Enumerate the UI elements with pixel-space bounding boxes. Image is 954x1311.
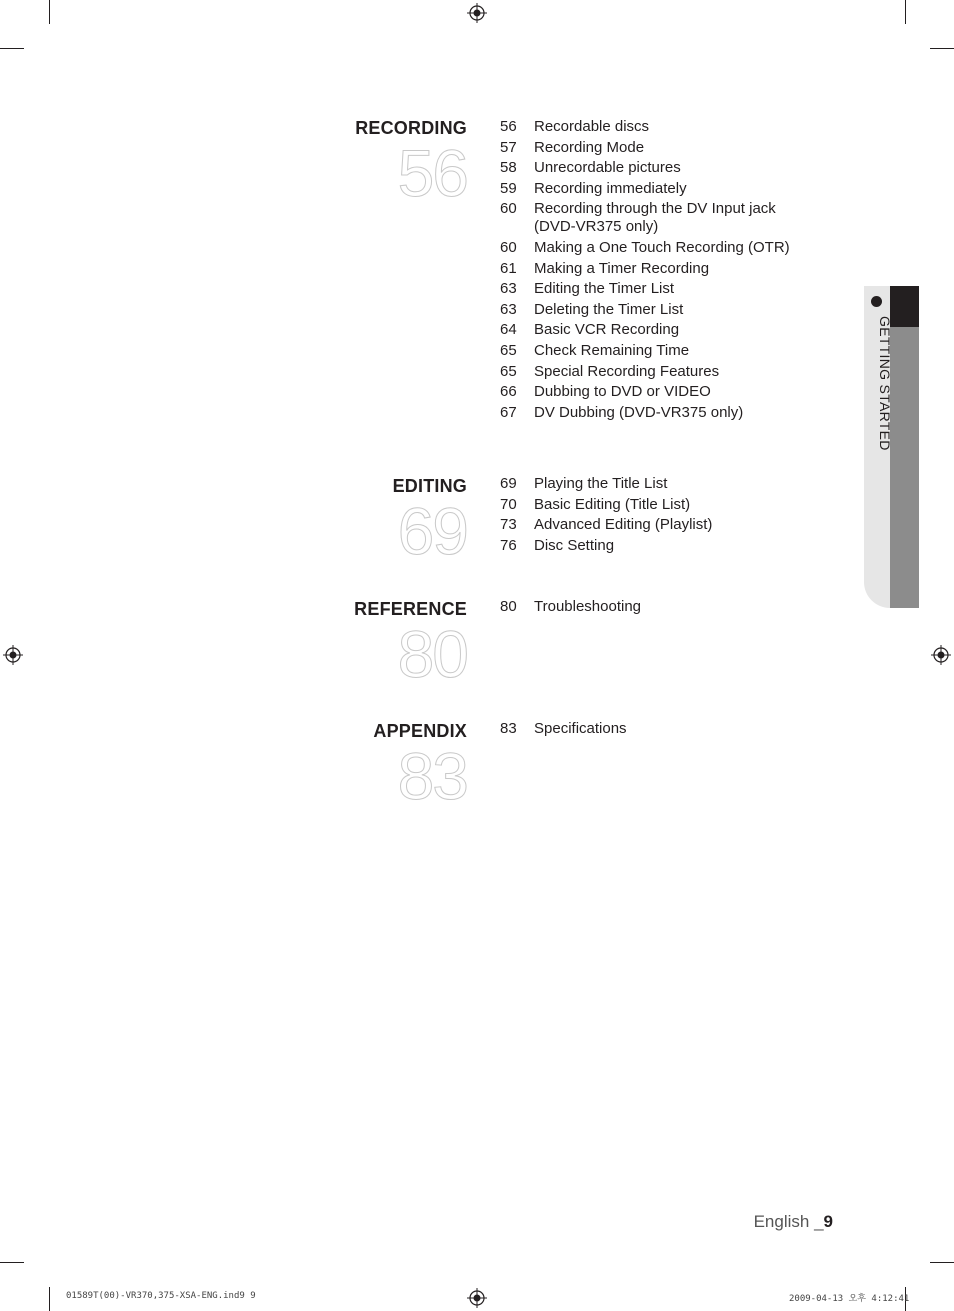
toc-entry[interactable] bbox=[500, 301, 830, 319]
crop-mark bbox=[930, 1262, 954, 1263]
toc-title: Dubbing to DVD or VIDEO bbox=[534, 383, 711, 401]
crop-mark bbox=[930, 48, 954, 49]
section-heading-appendix: APPENDIX bbox=[373, 721, 467, 741]
chapter-tab-stripe bbox=[890, 286, 919, 608]
toc-entry[interactable] bbox=[500, 516, 830, 534]
toc-entry[interactable] bbox=[500, 475, 830, 493]
toc-title: Recordable discs bbox=[534, 118, 650, 135]
toc-page: 58 bbox=[500, 159, 517, 177]
toc-title: Special Recording Features bbox=[534, 362, 720, 380]
toc-entry[interactable] bbox=[500, 260, 830, 278]
toc-entry[interactable] bbox=[500, 139, 830, 157]
toc-entry[interactable] bbox=[500, 363, 830, 381]
toc-title: Making a One Touch Recording (OTR) bbox=[534, 238, 790, 256]
toc-entry[interactable] bbox=[500, 598, 830, 616]
toc-entry[interactable] bbox=[500, 321, 830, 339]
section-heading-reference: REFERENCE bbox=[354, 599, 467, 619]
section-heading-editing: EDITING bbox=[392, 476, 467, 496]
toc-entry[interactable] bbox=[500, 280, 830, 298]
toc-title: Check Remaining Time bbox=[534, 341, 690, 359]
toc-page: 56 bbox=[500, 118, 517, 135]
page-number: 9 bbox=[823, 1212, 833, 1231]
toc-entry[interactable] bbox=[500, 383, 830, 401]
toc-title: Basic Editing (Title List) bbox=[534, 495, 691, 513]
bullet-icon bbox=[871, 296, 882, 307]
toc-page: 63 bbox=[500, 300, 517, 318]
toc-page: 65 bbox=[500, 341, 517, 359]
print-slug-file: 01589T(00)-VR370,375-XSA-ENG.ind9 9 bbox=[66, 1291, 256, 1301]
section-number-reference: 80 bbox=[397, 617, 467, 691]
registration-mark-icon bbox=[467, 1288, 487, 1308]
toc-title: Unrecordable pictures bbox=[534, 159, 681, 177]
toc-page: 60 bbox=[500, 238, 517, 256]
toc-entry[interactable] bbox=[500, 118, 830, 136]
toc-entry[interactable] bbox=[500, 342, 830, 360]
toc-title: Making a Timer Recording bbox=[534, 259, 710, 277]
section-heading-recording: RECORDING bbox=[355, 118, 467, 138]
toc-page: 59 bbox=[500, 179, 517, 197]
toc-list-appendix bbox=[500, 720, 830, 741]
toc-entry[interactable] bbox=[500, 239, 830, 257]
page-footer bbox=[754, 1212, 833, 1232]
toc-page: 76 bbox=[500, 536, 517, 554]
section-number-recording: 56 bbox=[397, 136, 467, 210]
chapter-tab-label[interactable]: GETTING STARTED bbox=[877, 316, 893, 451]
toc-title: Recording through the DV Input jack (DVD-VR375 only) bbox=[534, 200, 776, 236]
registration-mark-icon bbox=[3, 645, 23, 665]
footer-language: English _ bbox=[753, 1212, 824, 1231]
toc-page: 64 bbox=[500, 321, 517, 339]
section-number-appendix: 83 bbox=[397, 739, 467, 813]
toc-title: DV Dubbing (DVD-VR375 only) bbox=[534, 403, 744, 421]
toc-page: 57 bbox=[500, 138, 517, 156]
toc-entry[interactable] bbox=[500, 200, 830, 236]
toc-entry[interactable] bbox=[500, 159, 830, 177]
toc-title: Deleting the Timer List bbox=[534, 300, 684, 318]
toc-title: Troubleshooting bbox=[534, 598, 642, 615]
crop-mark bbox=[49, 0, 50, 24]
toc-page: 80 bbox=[500, 598, 517, 615]
toc-list-reference bbox=[500, 598, 830, 619]
section-number-editing: 69 bbox=[397, 494, 467, 568]
toc-page: 63 bbox=[500, 280, 517, 298]
crop-mark bbox=[905, 0, 906, 24]
chapter-tab-marker bbox=[890, 286, 919, 327]
registration-mark-icon bbox=[931, 645, 951, 665]
toc-page: 73 bbox=[500, 516, 517, 534]
toc-page: 70 bbox=[500, 495, 517, 513]
toc-page: 61 bbox=[500, 259, 517, 277]
toc-entry[interactable] bbox=[500, 180, 830, 198]
toc-page: 66 bbox=[500, 383, 517, 401]
toc-list-recording bbox=[500, 118, 830, 424]
toc-entry[interactable] bbox=[500, 720, 830, 738]
toc-title: Specifications bbox=[534, 720, 627, 737]
crop-mark bbox=[0, 48, 24, 49]
toc-page: 83 bbox=[500, 720, 517, 737]
toc-page: 67 bbox=[500, 403, 517, 421]
toc-page: 65 bbox=[500, 362, 517, 380]
crop-mark bbox=[0, 1262, 24, 1263]
toc-list-editing bbox=[500, 475, 830, 557]
toc-title: Advanced Editing (Playlist) bbox=[534, 516, 713, 534]
toc-title: Editing the Timer List bbox=[534, 280, 675, 298]
toc-entry[interactable] bbox=[500, 537, 830, 555]
toc-page: 60 bbox=[500, 200, 517, 218]
toc-entry[interactable] bbox=[500, 496, 830, 514]
toc-title: Recording immediately bbox=[534, 179, 687, 197]
toc-title: Disc Setting bbox=[534, 536, 615, 554]
registration-mark-icon bbox=[467, 3, 487, 23]
crop-mark bbox=[49, 1287, 50, 1311]
toc-entry[interactable] bbox=[500, 404, 830, 422]
print-slug-timestamp: 2009-04-13 오후 4:12:41 bbox=[789, 1294, 910, 1304]
toc-title: Basic VCR Recording bbox=[534, 321, 680, 339]
toc-title: Recording Mode bbox=[534, 138, 645, 156]
toc-title: Playing the Title List bbox=[534, 475, 668, 492]
toc-page: 69 bbox=[500, 475, 517, 492]
